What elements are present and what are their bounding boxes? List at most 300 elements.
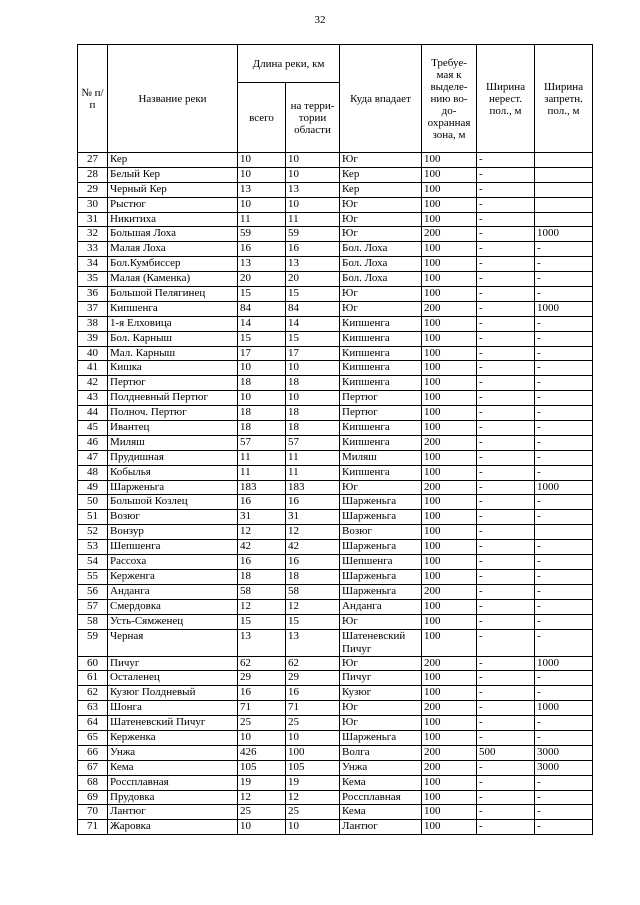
row-number-cell: 64 <box>78 716 108 731</box>
table-row <box>78 331 593 346</box>
table-row <box>78 182 593 197</box>
table-row <box>78 480 593 495</box>
length-in-region-cell: 13 <box>286 629 340 656</box>
length-total-cell: 25 <box>238 716 286 731</box>
length-in-region-cell: 59 <box>286 227 340 242</box>
length-in-region-cell: 10 <box>286 167 340 182</box>
destination-cell: Бол. Лоха <box>340 272 422 287</box>
restricted-width-cell <box>535 153 593 168</box>
protection-zone-cell: 100 <box>422 391 477 406</box>
length-total-cell: 14 <box>238 316 286 331</box>
river-name-cell: Вонзур <box>108 525 238 540</box>
river-name-cell: Прудовка <box>108 790 238 805</box>
spawning-width-cell: - <box>477 272 535 287</box>
row-number-cell: 32 <box>78 227 108 242</box>
row-number-cell: 43 <box>78 391 108 406</box>
length-in-region-cell: 13 <box>286 182 340 197</box>
restricted-width-cell: - <box>535 671 593 686</box>
spawning-width-cell: - <box>477 599 535 614</box>
length-total-cell: 59 <box>238 227 286 242</box>
river-name-cell: Черная <box>108 629 238 656</box>
river-name-cell: Полдневный Пертюг <box>108 391 238 406</box>
length-in-region-cell: 18 <box>286 421 340 436</box>
protection-zone-cell: 200 <box>422 760 477 775</box>
row-number-cell: 37 <box>78 301 108 316</box>
river-name-cell: Жаровка <box>108 820 238 835</box>
row-number-cell: 54 <box>78 555 108 570</box>
table-row <box>78 656 593 671</box>
river-name-cell: Керженка <box>108 730 238 745</box>
row-number-cell: 56 <box>78 584 108 599</box>
length-total-cell: 15 <box>238 287 286 302</box>
destination-cell: Юг <box>340 153 422 168</box>
length-total-cell: 25 <box>238 805 286 820</box>
length-total-cell: 18 <box>238 406 286 421</box>
table-row <box>78 730 593 745</box>
spawning-width-cell: - <box>477 760 535 775</box>
destination-cell: Юг <box>340 656 422 671</box>
spawning-width-cell: - <box>477 775 535 790</box>
destination-cell: Юг <box>340 480 422 495</box>
destination-cell: Шарженьга <box>340 569 422 584</box>
destination-cell: Юг <box>340 614 422 629</box>
length-total-cell: 16 <box>238 495 286 510</box>
length-in-region-cell: 12 <box>286 790 340 805</box>
length-total-cell: 12 <box>238 790 286 805</box>
length-in-region-cell: 11 <box>286 212 340 227</box>
length-total-cell: 18 <box>238 569 286 584</box>
length-in-region-cell: 11 <box>286 450 340 465</box>
row-number-cell: 52 <box>78 525 108 540</box>
river-name-cell: Рыстюг <box>108 197 238 212</box>
spawning-width-cell: - <box>477 629 535 656</box>
table-row <box>78 775 593 790</box>
table-row <box>78 361 593 376</box>
river-name-cell: Рассоха <box>108 555 238 570</box>
protection-zone-cell: 100 <box>422 272 477 287</box>
restricted-width-cell: - <box>535 361 593 376</box>
destination-cell: Бол. Лоха <box>340 242 422 257</box>
length-total-cell: 10 <box>238 167 286 182</box>
length-total-cell: 15 <box>238 331 286 346</box>
row-number-cell: 61 <box>78 671 108 686</box>
table-row <box>78 301 593 316</box>
protection-zone-cell: 100 <box>422 450 477 465</box>
length-in-region-cell: 11 <box>286 465 340 480</box>
row-number-cell: 53 <box>78 540 108 555</box>
table-row <box>78 435 593 450</box>
restricted-width-cell: - <box>535 376 593 391</box>
spawning-width-cell: - <box>477 701 535 716</box>
restricted-width-cell: - <box>535 820 593 835</box>
length-in-region-cell: 15 <box>286 287 340 302</box>
length-in-region-cell: 20 <box>286 272 340 287</box>
river-name-cell: Смердовка <box>108 599 238 614</box>
row-number-cell: 45 <box>78 421 108 436</box>
length-total-cell: 10 <box>238 730 286 745</box>
spawning-width-cell: - <box>477 614 535 629</box>
row-number-cell: 29 <box>78 182 108 197</box>
protection-zone-cell: 100 <box>422 421 477 436</box>
table-row <box>78 701 593 716</box>
restricted-width-cell: - <box>535 242 593 257</box>
destination-cell: Кер <box>340 182 422 197</box>
protection-zone-cell: 100 <box>422 197 477 212</box>
spawning-width-cell: - <box>477 316 535 331</box>
protection-zone-cell: 100 <box>422 730 477 745</box>
restricted-width-cell: 1000 <box>535 701 593 716</box>
spawning-width-cell: - <box>477 730 535 745</box>
restricted-width-cell: - <box>535 716 593 731</box>
table-row <box>78 316 593 331</box>
spawning-width-cell: - <box>477 555 535 570</box>
river-name-cell: Шепшенга <box>108 540 238 555</box>
table-row <box>78 510 593 525</box>
row-number-cell: 58 <box>78 614 108 629</box>
row-number-cell: 40 <box>78 346 108 361</box>
rivers-table <box>77 44 593 835</box>
restricted-width-cell: - <box>535 331 593 346</box>
row-number-cell: 33 <box>78 242 108 257</box>
river-name-cell: Керженга <box>108 569 238 584</box>
protection-zone-cell: 200 <box>422 301 477 316</box>
length-total-cell: 57 <box>238 435 286 450</box>
protection-zone-cell: 100 <box>422 495 477 510</box>
protection-zone-cell: 100 <box>422 790 477 805</box>
length-in-region-cell: 105 <box>286 760 340 775</box>
table-row <box>78 376 593 391</box>
destination-cell: Юг <box>340 287 422 302</box>
restricted-width-cell: 1000 <box>535 301 593 316</box>
river-name-cell: 1-я Елховица <box>108 316 238 331</box>
length-in-region-cell: 62 <box>286 656 340 671</box>
destination-cell: Шарженьга <box>340 540 422 555</box>
row-number-cell: 59 <box>78 629 108 656</box>
river-name-cell: Анданга <box>108 584 238 599</box>
length-total-cell: 19 <box>238 775 286 790</box>
length-in-region-cell: 18 <box>286 376 340 391</box>
length-in-region-cell: 42 <box>286 540 340 555</box>
river-name-cell: Шатеневский Пичуг <box>108 716 238 731</box>
length-in-region-cell: 16 <box>286 686 340 701</box>
table-row <box>78 555 593 570</box>
row-number-cell: 69 <box>78 790 108 805</box>
length-total-cell: 11 <box>238 465 286 480</box>
river-name-cell: Пичуг <box>108 656 238 671</box>
restricted-width-cell: - <box>535 614 593 629</box>
destination-cell: Юг <box>340 701 422 716</box>
destination-cell: Пичуг <box>340 671 422 686</box>
destination-cell: Лантюг <box>340 820 422 835</box>
restricted-width-cell: - <box>535 686 593 701</box>
length-in-region-cell: 19 <box>286 775 340 790</box>
river-name-cell: Кема <box>108 760 238 775</box>
destination-cell: Юг <box>340 197 422 212</box>
table-row <box>78 212 593 227</box>
protection-zone-cell: 100 <box>422 775 477 790</box>
length-in-region-cell: 31 <box>286 510 340 525</box>
header-name: Название реки <box>108 45 238 153</box>
length-in-region-cell: 10 <box>286 197 340 212</box>
row-number-cell: 67 <box>78 760 108 775</box>
river-name-cell: Прудишная <box>108 450 238 465</box>
spawning-width-cell: - <box>477 153 535 168</box>
length-in-region-cell: 25 <box>286 805 340 820</box>
header-num: № п/п <box>78 45 108 153</box>
spawning-width-cell: - <box>477 540 535 555</box>
protection-zone-cell: 200 <box>422 584 477 599</box>
spawning-width-cell: - <box>477 656 535 671</box>
length-total-cell: 29 <box>238 671 286 686</box>
length-total-cell: 12 <box>238 599 286 614</box>
restricted-width-cell: 3000 <box>535 760 593 775</box>
row-number-cell: 68 <box>78 775 108 790</box>
table-row <box>78 760 593 775</box>
length-total-cell: 15 <box>238 614 286 629</box>
length-in-region-cell: 16 <box>286 495 340 510</box>
destination-cell: Кипшенга <box>340 465 422 480</box>
protection-zone-cell: 100 <box>422 629 477 656</box>
restricted-width-cell: - <box>535 272 593 287</box>
restricted-width-cell: - <box>535 287 593 302</box>
length-total-cell: 183 <box>238 480 286 495</box>
protection-zone-cell: 100 <box>422 599 477 614</box>
protection-zone-cell: 100 <box>422 316 477 331</box>
restricted-width-cell: - <box>535 406 593 421</box>
protection-zone-cell: 100 <box>422 805 477 820</box>
restricted-width-cell: - <box>535 391 593 406</box>
protection-zone-cell: 200 <box>422 480 477 495</box>
protection-zone-cell: 100 <box>422 346 477 361</box>
row-number-cell: 51 <box>78 510 108 525</box>
destination-cell: Кипшенга <box>340 361 422 376</box>
protection-zone-cell: 100 <box>422 716 477 731</box>
restricted-width-cell: 1000 <box>535 656 593 671</box>
restricted-width-cell: - <box>535 599 593 614</box>
spawning-width-cell: - <box>477 820 535 835</box>
spawning-width-cell: - <box>477 182 535 197</box>
spawning-width-cell: - <box>477 212 535 227</box>
restricted-width-cell: - <box>535 790 593 805</box>
spawning-width-cell: - <box>477 391 535 406</box>
protection-zone-cell: 100 <box>422 569 477 584</box>
river-name-cell: Черный Кер <box>108 182 238 197</box>
restricted-width-cell: - <box>535 569 593 584</box>
protection-zone-cell: 100 <box>422 212 477 227</box>
length-total-cell: 42 <box>238 540 286 555</box>
river-name-cell: Осталенец <box>108 671 238 686</box>
river-name-cell: Никитиха <box>108 212 238 227</box>
river-name-cell: Кобылья <box>108 465 238 480</box>
restricted-width-cell: - <box>535 450 593 465</box>
row-number-cell: 65 <box>78 730 108 745</box>
restricted-width-cell: - <box>535 421 593 436</box>
length-total-cell: 13 <box>238 629 286 656</box>
row-number-cell: 48 <box>78 465 108 480</box>
table-row <box>78 525 593 540</box>
protection-zone-cell: 100 <box>422 510 477 525</box>
protection-zone-cell: 200 <box>422 227 477 242</box>
spawning-width-cell: 500 <box>477 745 535 760</box>
length-in-region-cell: 18 <box>286 569 340 584</box>
destination-cell: Кипшенга <box>340 346 422 361</box>
protection-zone-cell: 100 <box>422 540 477 555</box>
row-number-cell: 27 <box>78 153 108 168</box>
table-row <box>78 495 593 510</box>
table-row <box>78 406 593 421</box>
length-in-region-cell: 57 <box>286 435 340 450</box>
river-name-cell: Большой Козлец <box>108 495 238 510</box>
protection-zone-cell: 100 <box>422 525 477 540</box>
length-total-cell: 11 <box>238 450 286 465</box>
river-name-cell: Кишка <box>108 361 238 376</box>
destination-cell: Волга <box>340 745 422 760</box>
table-row <box>78 272 593 287</box>
table-row <box>78 346 593 361</box>
destination-cell: Кипшенга <box>340 316 422 331</box>
row-number-cell: 30 <box>78 197 108 212</box>
table-row <box>78 599 593 614</box>
restricted-width-cell: - <box>535 540 593 555</box>
destination-cell: Кипшенга <box>340 331 422 346</box>
river-name-cell: Возюг <box>108 510 238 525</box>
spawning-width-cell: - <box>477 450 535 465</box>
destination-cell: Шарженьга <box>340 730 422 745</box>
spawning-width-cell: - <box>477 790 535 805</box>
restricted-width-cell: - <box>535 730 593 745</box>
table-row <box>78 227 593 242</box>
spawning-width-cell: - <box>477 569 535 584</box>
length-total-cell: 10 <box>238 361 286 376</box>
table-row <box>78 745 593 760</box>
table-row <box>78 167 593 182</box>
length-in-region-cell: 10 <box>286 391 340 406</box>
table-row <box>78 540 593 555</box>
protection-zone-cell: 100 <box>422 167 477 182</box>
destination-cell: Шарженьга <box>340 495 422 510</box>
restricted-width-cell <box>535 182 593 197</box>
length-in-region-cell: 25 <box>286 716 340 731</box>
header-destination: Куда впадает <box>340 45 422 153</box>
protection-zone-cell: 100 <box>422 406 477 421</box>
destination-cell: Кипшенга <box>340 421 422 436</box>
protection-zone-cell: 100 <box>422 182 477 197</box>
length-total-cell: 18 <box>238 421 286 436</box>
row-number-cell: 35 <box>78 272 108 287</box>
protection-zone-cell: 100 <box>422 671 477 686</box>
spawning-width-cell: - <box>477 301 535 316</box>
row-number-cell: 28 <box>78 167 108 182</box>
row-number-cell: 31 <box>78 212 108 227</box>
restricted-width-cell <box>535 167 593 182</box>
restricted-width-cell <box>535 212 593 227</box>
row-number-cell: 47 <box>78 450 108 465</box>
table-row <box>78 614 593 629</box>
spawning-width-cell: - <box>477 805 535 820</box>
river-name-cell: Унжа <box>108 745 238 760</box>
spawning-width-cell: - <box>477 331 535 346</box>
length-in-region-cell: 10 <box>286 361 340 376</box>
length-in-region-cell: 58 <box>286 584 340 599</box>
length-total-cell: 426 <box>238 745 286 760</box>
restricted-width-cell <box>535 197 593 212</box>
row-number-cell: 57 <box>78 599 108 614</box>
protection-zone-cell: 200 <box>422 656 477 671</box>
length-total-cell: 17 <box>238 346 286 361</box>
header-restricted-width: Ширина запретн. пол., м <box>535 45 593 153</box>
river-name-cell: Кер <box>108 153 238 168</box>
river-name-cell: Полноч. Пертюг <box>108 406 238 421</box>
row-number-cell: 46 <box>78 435 108 450</box>
restricted-width-cell: - <box>535 495 593 510</box>
length-in-region-cell: 10 <box>286 730 340 745</box>
table-row <box>78 450 593 465</box>
river-name-cell: Пертюг <box>108 376 238 391</box>
length-total-cell: 62 <box>238 656 286 671</box>
river-name-cell: Лантюг <box>108 805 238 820</box>
protection-zone-cell: 100 <box>422 686 477 701</box>
length-in-region-cell: 12 <box>286 599 340 614</box>
destination-cell: Кема <box>340 805 422 820</box>
length-total-cell: 16 <box>238 555 286 570</box>
destination-cell: Кузюг <box>340 686 422 701</box>
protection-zone-cell: 100 <box>422 820 477 835</box>
table-row <box>78 421 593 436</box>
row-number-cell: 49 <box>78 480 108 495</box>
row-number-cell: 50 <box>78 495 108 510</box>
destination-cell: Шарженьга <box>340 510 422 525</box>
protection-zone-cell: 100 <box>422 287 477 302</box>
table-row <box>78 257 593 272</box>
destination-cell: Возюг <box>340 525 422 540</box>
river-name-cell: Ивантец <box>108 421 238 436</box>
destination-cell: Пертюг <box>340 406 422 421</box>
spawning-width-cell: - <box>477 716 535 731</box>
length-in-region-cell: 100 <box>286 745 340 760</box>
length-in-region-cell: 84 <box>286 301 340 316</box>
header-spawning-width: Ширина нерест. пол., м <box>477 45 535 153</box>
length-total-cell: 31 <box>238 510 286 525</box>
spawning-width-cell: - <box>477 465 535 480</box>
row-number-cell: 62 <box>78 686 108 701</box>
destination-cell: Юг <box>340 716 422 731</box>
destination-cell: Шарженьга <box>340 584 422 599</box>
row-number-cell: 60 <box>78 656 108 671</box>
length-in-region-cell: 15 <box>286 614 340 629</box>
protection-zone-cell: 200 <box>422 435 477 450</box>
spawning-width-cell: - <box>477 480 535 495</box>
length-in-region-cell: 14 <box>286 316 340 331</box>
river-name-cell: Бол.Кумбиссер <box>108 257 238 272</box>
length-in-region-cell: 10 <box>286 153 340 168</box>
length-in-region-cell: 16 <box>286 242 340 257</box>
row-number-cell: 41 <box>78 361 108 376</box>
river-name-cell: Россплавная <box>108 775 238 790</box>
length-total-cell: 58 <box>238 584 286 599</box>
table-row <box>78 584 593 599</box>
spawning-width-cell: - <box>477 257 535 272</box>
table-row <box>78 671 593 686</box>
length-in-region-cell: 71 <box>286 701 340 716</box>
length-total-cell: 12 <box>238 525 286 540</box>
restricted-width-cell: - <box>535 346 593 361</box>
destination-cell: Миляш <box>340 450 422 465</box>
destination-cell: Юг <box>340 301 422 316</box>
spawning-width-cell: - <box>477 361 535 376</box>
row-number-cell: 42 <box>78 376 108 391</box>
row-number-cell: 36 <box>78 287 108 302</box>
header-in-region: на терри-тории области <box>286 83 340 153</box>
